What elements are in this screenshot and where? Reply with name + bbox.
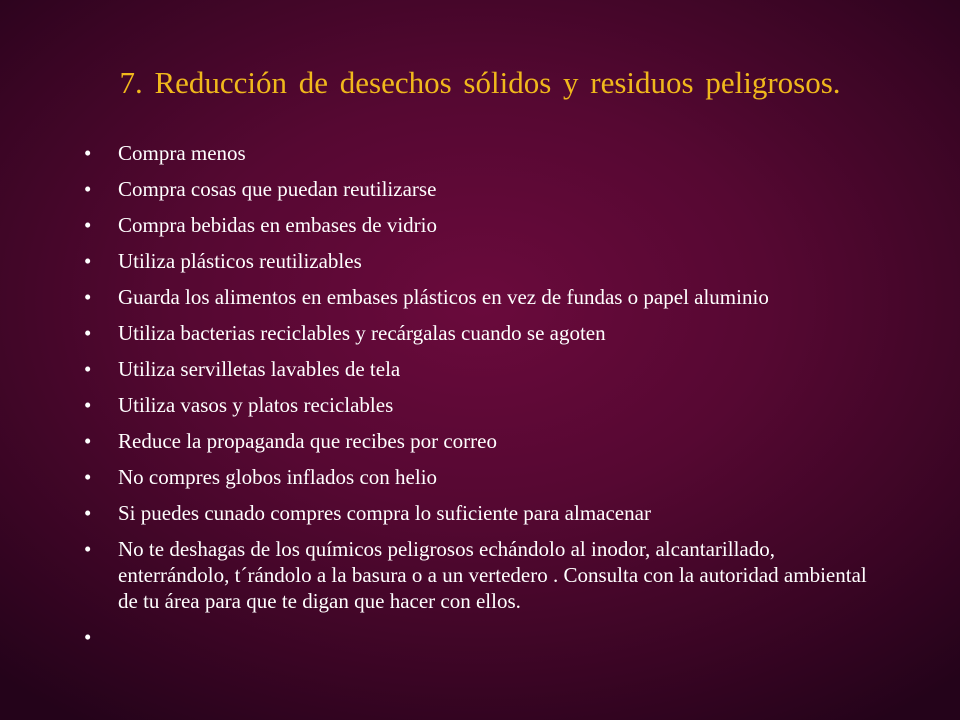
bullet-dot: • bbox=[84, 249, 92, 273]
bullet-item bbox=[78, 284, 868, 310]
bullet-dot: • bbox=[84, 141, 92, 165]
bullet-text: Guarda los alimentos en embases plásticos en vez de fundas o papel aluminio bbox=[118, 285, 769, 309]
bullet-item bbox=[78, 320, 868, 346]
bullet-text: No te deshagas de los químicos peligrosos echándolo al inodor, alcantarillado, enterrándolo, t´rándolo a la basura o a un vertedero . Consulta con la autoridad ambiental de tu área para que te digan que hacer con ellos. bbox=[118, 537, 867, 613]
bullet-dot: • bbox=[84, 429, 92, 453]
bullet-item bbox=[78, 428, 868, 454]
bullet-dot: • bbox=[84, 625, 92, 649]
bullet-dot: • bbox=[84, 285, 92, 309]
bullet-text: Utiliza servilletas lavables de tela bbox=[118, 357, 401, 381]
bullet-item bbox=[78, 464, 868, 490]
bullet-item bbox=[78, 356, 868, 382]
bullet-text: Utiliza bacterias reciclables y recárgalas cuando se agoten bbox=[118, 321, 606, 345]
bullet-item bbox=[78, 392, 868, 418]
bullet-text: Reduce la propaganda que recibes por correo bbox=[118, 429, 497, 453]
bullet-item bbox=[78, 140, 868, 166]
bullet-text: Utiliza plásticos reutilizables bbox=[118, 249, 362, 273]
bullet-text: Si puedes cunado compres compra lo suficiente para almacenar bbox=[118, 501, 651, 525]
bullet-dot: • bbox=[84, 321, 92, 345]
bullet-text: Compra menos bbox=[118, 141, 246, 165]
slide-title: 7. Reducción de desechos sólidos y residuos peligrosos. bbox=[119, 65, 841, 100]
bullet-dot: • bbox=[84, 465, 92, 489]
bullet-text: No compres globos inflados con helio bbox=[118, 465, 438, 489]
bullet-text: Compra cosas que puedan reutilizarse bbox=[118, 177, 437, 201]
bullet-dot: • bbox=[84, 357, 92, 381]
bullet-item bbox=[78, 500, 868, 526]
bullet-item bbox=[78, 536, 868, 614]
bullet-dot: • bbox=[84, 213, 92, 237]
bullet-dot: • bbox=[84, 177, 92, 201]
bullet-item bbox=[78, 212, 868, 238]
bullet-dot: • bbox=[84, 537, 92, 561]
bullet-dot: • bbox=[84, 393, 92, 417]
bullet-item-empty bbox=[78, 624, 868, 650]
bullet-dot: • bbox=[84, 501, 92, 525]
bullet-text: Utiliza vasos y platos reciclables bbox=[118, 393, 394, 417]
bullet-text: Compra bebidas en embases de vidrio bbox=[118, 213, 437, 237]
bullet-list bbox=[78, 140, 868, 660]
bullet-item bbox=[78, 248, 868, 274]
bullet-item bbox=[78, 176, 868, 202]
